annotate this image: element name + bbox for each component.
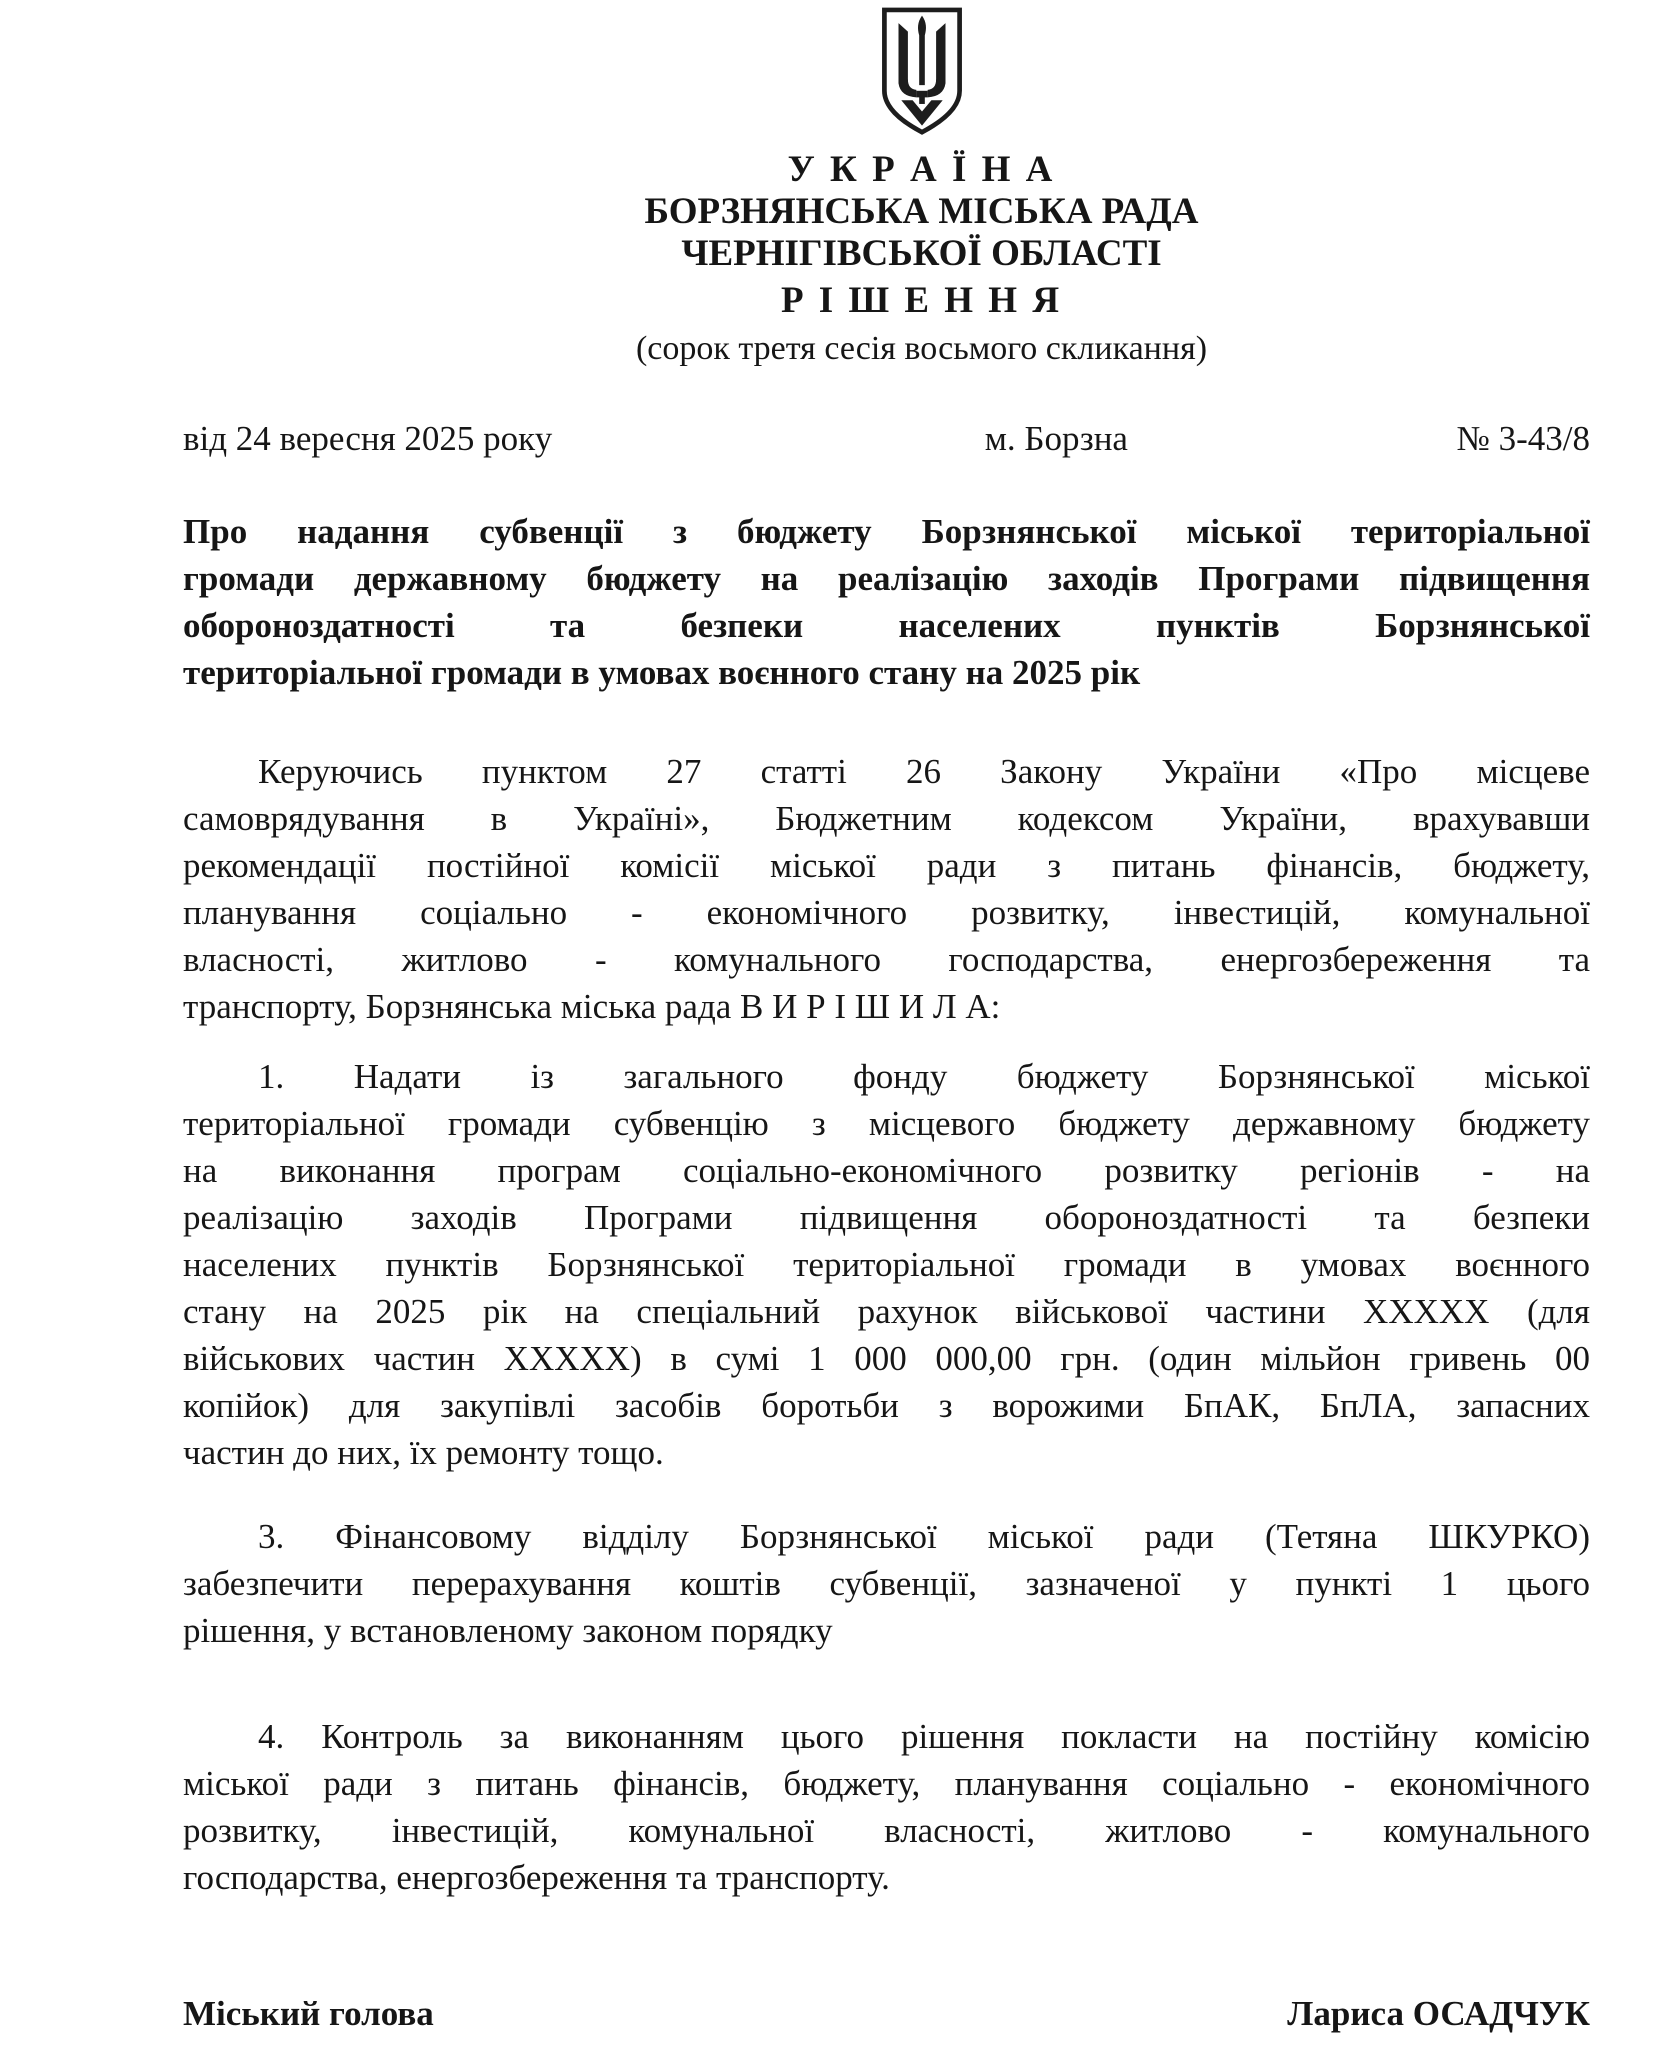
- text-line: міської ради з питань фінансів, бюджету, планування соціально - економічного: [183, 1764, 1590, 1803]
- header-session-info: (сорок третя сесія восьмого скликання): [635, 330, 1208, 367]
- document-title: [183, 508, 1590, 696]
- header-doc-type: Р І Ш Е Н Н Я: [780, 280, 1063, 321]
- signature-row: [183, 1990, 1590, 2037]
- preamble-paragraph: [183, 748, 1590, 1030]
- document-header: [218, 5, 1625, 371]
- text-line: частин до них, їх ремонту тощо.: [183, 1433, 664, 1472]
- text-line: господарства, енергозбереження та транспорту.: [183, 1858, 890, 1897]
- text-line: копійок) для закупівлі засобів боротьби з ворожими БпАК, БпЛА, запасних: [183, 1386, 1590, 1425]
- text-line: транспорту, Борзнянська міська рада В И Р І Ш И Л А:: [183, 987, 1001, 1026]
- signer-name: Лариса ОСАДЧУК: [1287, 1994, 1590, 2033]
- text-line: Керуючись пунктом 27 статті 26 Закону України «Про місцеве: [258, 752, 1590, 791]
- text-line: рекомендації постійної комісії міської ради з питань фінансів, бюджету,: [183, 846, 1590, 885]
- text-line: на виконання програм соціально-економічного розвитку регіонів - на: [183, 1151, 1590, 1190]
- text-line: власності, житлово - комунального господарства, енергозбереження та: [183, 940, 1590, 979]
- meta-row: [183, 415, 1590, 462]
- text-line: реалізацію заходів Програми підвищення обороноздатності та безпеки: [183, 1198, 1590, 1237]
- header-council-name: БОРЗНЯНСЬКА МІСЬКА РАДА: [644, 191, 1199, 232]
- emblem-container: [218, 5, 1625, 141]
- text-line: планування соціально - економічного розвитку, інвестицій, комунальної: [183, 893, 1590, 932]
- tryzub-shield-icon: [875, 5, 969, 139]
- text-line: рішення, у встановленому законом порядку: [183, 1611, 833, 1650]
- text-line: громади державному бюджету на реалізацію заходів Програми підвищення: [183, 559, 1590, 598]
- header-country: У К Р А Ї Н А: [787, 149, 1056, 190]
- signer-position: Міський голова: [183, 1994, 434, 2033]
- text-line: територіальної громади в умовах воєнного стану на 2025 рік: [183, 653, 1141, 692]
- document-date: від 24 вересня 2025 року: [183, 419, 553, 458]
- text-line: 4. Контроль за виконанням цього рішення покласти на постійну комісію: [258, 1717, 1590, 1756]
- text-line: 3. Фінансовому відділу Борзнянської міської ради (Тетяна ШКУРКО): [258, 1517, 1590, 1556]
- document-place: м. Борзна: [984, 419, 1128, 458]
- text-line: стану на 2025 рік на спеціальний рахунок військової частини ХХХХХ (для: [183, 1292, 1590, 1331]
- text-line: військових частин ХХХХХ) в сумі 1 000 000,00 грн. (один мільйон гривень 00: [183, 1339, 1590, 1378]
- text-line: населених пунктів Борзнянської територіальної громади в умовах воєнного: [183, 1245, 1590, 1284]
- text-line: територіальної громади субвенцію з місцевого бюджету державному бюджету: [183, 1104, 1590, 1143]
- text-line: обороноздатності та безпеки населених пунктів Борзнянської: [183, 606, 1590, 645]
- header-region-name: ЧЕРНІГІВСЬКОЇ ОБЛАСТІ: [681, 233, 1162, 274]
- text-line: самоврядування в Україні», Бюджетним кодексом України, врахувавши: [183, 799, 1590, 838]
- text-line: 1. Надати із загального фонду бюджету Борзнянської міської: [258, 1057, 1590, 1096]
- decision-point-3: [183, 1513, 1590, 1654]
- decision-point-1: [183, 1053, 1590, 1476]
- text-line: забезпечити перерахування коштів субвенції, зазначеної у пункті 1 цього: [183, 1564, 1590, 1603]
- decision-point-4: [183, 1713, 1590, 1901]
- text-line: Про надання субвенції з бюджету Борзнянської міської територіальної: [183, 512, 1590, 551]
- text-line: розвитку, інвестицій, комунальної власності, житлово - комунального: [183, 1811, 1590, 1850]
- document-number: № 3-43/8: [1456, 419, 1590, 458]
